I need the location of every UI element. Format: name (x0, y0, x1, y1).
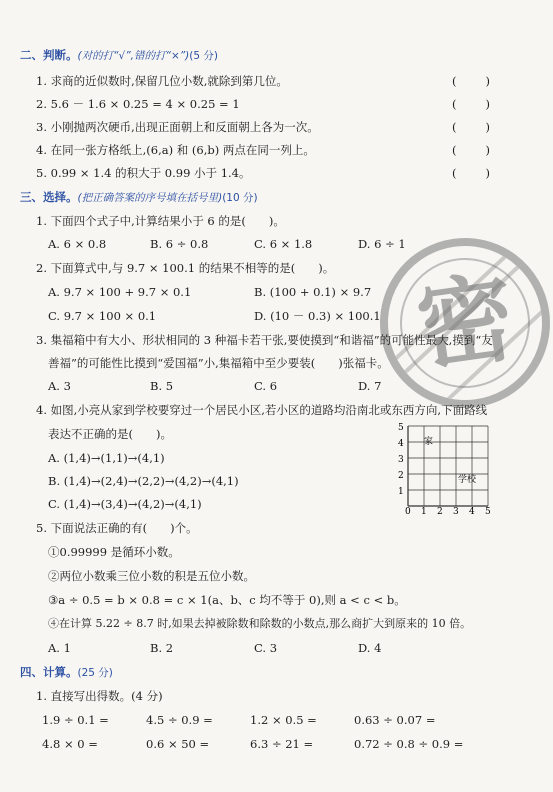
y-tick-label: 3 (398, 455, 404, 465)
x-tick-labels (405, 507, 491, 517)
y-tick-label: 4 (398, 439, 404, 449)
judge-item-3: 3. 小刚抛两次硬币,出现正面朝上和反面朝上各为一次。 (36, 120, 319, 134)
q3-stem-line1: 3. 集福箱中有大小、形状相同的 3 种福卡若干张,要使摸到“和谐福”的可能性最大,摸到“友 (36, 333, 493, 347)
section-judge-heading (20, 48, 218, 63)
q3-option-a[interactable]: A. 3 (48, 379, 71, 393)
x-tick-label: 5 (485, 507, 491, 517)
y-tick-label: 2 (398, 471, 404, 481)
confidential-stamp (369, 227, 553, 419)
school-label: 学校 (458, 475, 477, 485)
section-title: 三、选择。 (20, 190, 78, 204)
calc-expr: 0.72 ÷ 0.8 ÷ 0.9 = (354, 737, 464, 751)
q3-stem-line2: 善福”的可能性比摸到“爱国福”小,集福箱中至少要装( )张福卡。 (48, 356, 389, 370)
q5-stem: 5. 下面说法正确的有( )个。 (36, 521, 198, 535)
q3-option-d[interactable]: D. 7 (358, 379, 382, 393)
judge-item-2: 2. 5.6 － 1.6 × 0.25 = 4 × 0.25 = 1 (36, 97, 240, 111)
y-tick-label: 1 (398, 487, 404, 497)
calc-expr: 1.2 × 0.5 = (250, 713, 317, 727)
judge-item-5: 5. 0.99 × 1.4 的积大于 0.99 小于 1.4。 (36, 166, 251, 180)
calc-expr: 4.5 ÷ 0.9 = (146, 713, 213, 727)
section-choose-heading (20, 190, 258, 205)
y-tick-label: 5 (398, 423, 404, 433)
q4-option-b[interactable]: B. (1,4)→(2,4)→(2,2)→(4,2)→(4,1) (48, 474, 239, 488)
q5-option-c[interactable]: C. 3 (254, 641, 278, 655)
x-tick-label: 4 (469, 507, 475, 517)
section-title: 四、计算。 (20, 665, 78, 679)
q2-option-b[interactable]: B. (100 + 0.1) × 9.7 (254, 285, 372, 299)
q1-option-d[interactable]: D. 6 ÷ 1 (358, 237, 406, 251)
calc-expr: 6.3 ÷ 21 = (250, 737, 314, 751)
q5-statement-3: ③a ÷ 0.5 = b × 0.8 = c × 1(a、b、c 均不等于 0),则 a < c < b。 (48, 593, 406, 607)
q2-option-a[interactable]: A. 9.7 × 100 + 9.7 × 0.1 (48, 285, 192, 299)
section-points: (25 分) (77, 667, 113, 679)
x-tick-label: 1 (421, 507, 427, 517)
home-label: 家 (424, 437, 434, 447)
section-calc-heading (20, 665, 113, 680)
q1-option-a[interactable]: A. 6 × 0.8 (48, 237, 107, 251)
q4-option-a[interactable]: A. (1,4)→(1,1)→(4,1) (48, 451, 165, 465)
q3-option-b[interactable]: B. 5 (150, 379, 174, 393)
q4-option-c[interactable]: C. (1,4)→(3,4)→(4,2)→(4,1) (48, 497, 202, 511)
calc-subheading: 1. 直接写出得数。(4 分) (36, 689, 163, 703)
stamp-glyph: 密 (410, 260, 522, 385)
section-points: (10 分) (222, 192, 258, 204)
judge-item-1: 1. 求商的近似数时,保留几位小数,就除到第几位。 (36, 74, 288, 88)
judge-answer-4[interactable]: ( ) (452, 143, 490, 157)
judge-answer-3[interactable]: ( ) (452, 120, 490, 134)
q2-option-c[interactable]: C. 9.7 × 100 × 0.1 (48, 309, 157, 323)
calc-expr: 4.8 × 0 = (42, 737, 98, 751)
judge-item-4: 4. 在同一张方格纸上,(6,a) 和 (6,b) 两点在同一列上。 (36, 143, 315, 157)
calc-expr: 1.9 ÷ 0.1 = (42, 713, 109, 727)
judge-answer-1[interactable]: ( ) (452, 74, 490, 88)
q2-option-d[interactable]: D. (10 － 0.3) × 100.1 (254, 309, 381, 323)
q1-stem: 1. 下面四个式子中,计算结果小于 6 的是( )。 (36, 214, 285, 228)
x-tick-label: 3 (453, 507, 459, 517)
calc-expr: 0.63 ÷ 0.07 = (354, 713, 436, 727)
q5-statement-1: ①0.99999 是循环小数。 (48, 545, 180, 559)
q5-option-d[interactable]: D. 4 (358, 641, 382, 655)
calc-expr: 0.6 × 50 = (146, 737, 210, 751)
q4-grid-map (396, 420, 496, 520)
q4-stem-line2: 表达不正确的是( )。 (48, 427, 172, 441)
q1-option-b[interactable]: B. 6 ÷ 0.8 (150, 237, 209, 251)
q4-stem-line1: 4. 如图,小亮从家到学校要穿过一个居民小区,若小区的道路均沿南北或东西方向,下面路线 (36, 403, 488, 417)
x-tick-label: 0 (405, 507, 411, 517)
q5-option-b[interactable]: B. 2 (150, 641, 174, 655)
q2-stem: 2. 下面算式中,与 9.7 × 100.1 的结果不相等的是( )。 (36, 261, 335, 275)
q5-option-a[interactable]: A. 1 (48, 641, 71, 655)
q3-option-c[interactable]: C. 6 (254, 379, 278, 393)
grid-lines (408, 426, 488, 506)
q5-statement-4: ④在计算 5.22 ÷ 8.7 时,如果去掉被除数和除数的小数点,那么商扩大到原来的 10 倍。 (48, 617, 472, 630)
section-note: (对的打“√”,错的打“×”) (77, 50, 190, 62)
section-title: 二、判断。 (20, 48, 78, 62)
judge-answer-2[interactable]: ( ) (452, 97, 490, 111)
q5-statement-2: ②两位小数乘三位小数的积是五位小数。 (48, 569, 255, 583)
section-points: (5 分) (189, 50, 218, 62)
y-tick-labels (398, 423, 404, 497)
judge-answer-5[interactable]: ( ) (452, 166, 490, 180)
x-tick-label: 2 (437, 507, 443, 517)
q1-option-c[interactable]: C. 6 × 1.8 (254, 237, 313, 251)
section-note: (把正确答案的序号填在括号里) (77, 192, 223, 204)
